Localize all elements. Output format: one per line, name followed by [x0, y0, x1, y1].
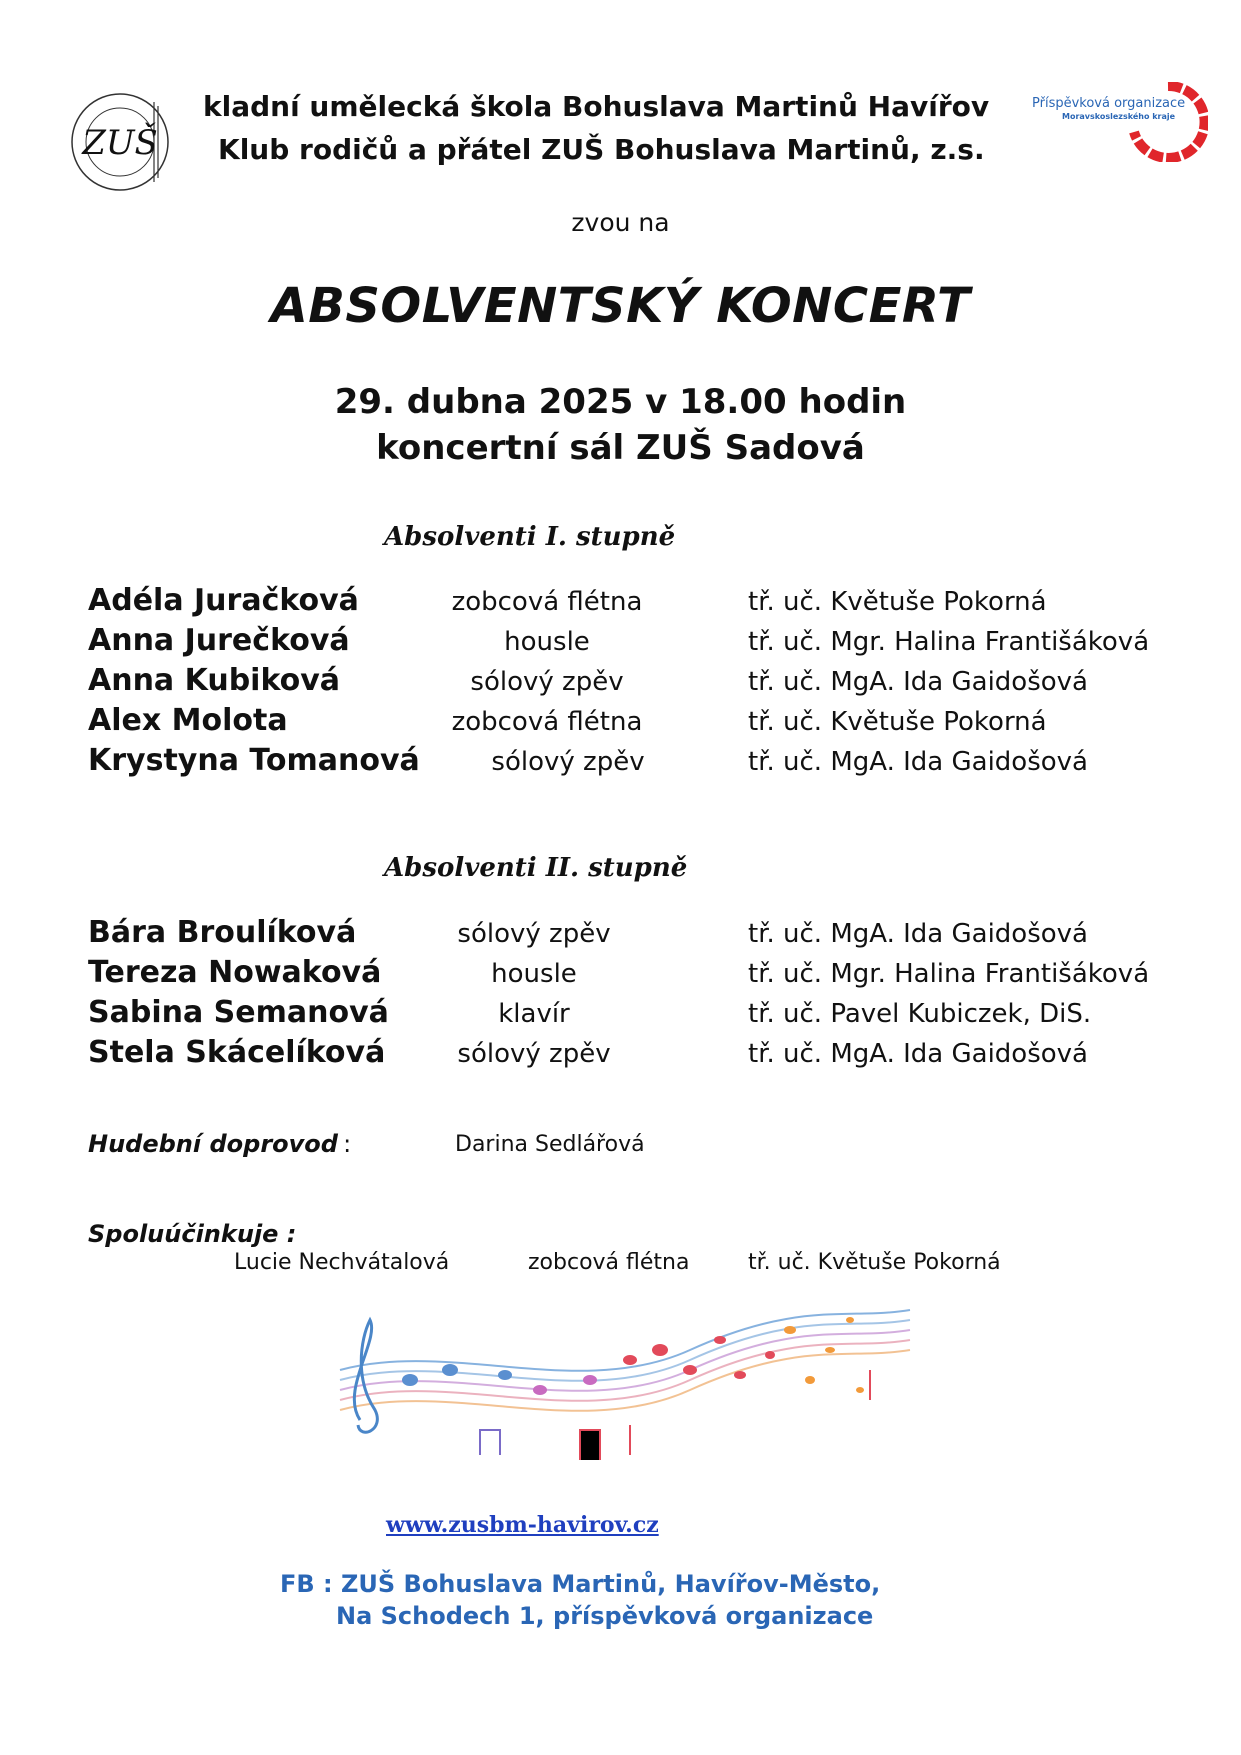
section2-heading: Absolventi II. stupně	[384, 853, 688, 883]
accompaniment-name: Darina Sedlářová	[455, 1132, 645, 1157]
event-date: 29. dubna 2025 v 18.00 hodin	[334, 382, 907, 422]
performer-instrument: sólový zpěv	[457, 1039, 611, 1069]
region-logo	[1032, 82, 1222, 160]
performer-teacher: tř. uč. MgA. Ida Gaidošová	[748, 919, 1088, 949]
facebook-line-2: Na Schodech 1, příspěvková organizace	[336, 1602, 874, 1630]
performer-instrument: zobcová flétna	[451, 587, 643, 617]
website-link[interactable]: www.zusbm-havirov.cz	[386, 1512, 659, 1538]
region-logo-line2: Moravskoslezského kraje	[1062, 112, 1176, 121]
performer-teacher: tř. uč. Květuše Pokorná	[748, 587, 1047, 617]
performer-teacher: tř. uč. MgA. Ida Gaidošová	[748, 747, 1088, 777]
performer-instrument: klavír	[498, 999, 570, 1029]
logo-left-text: ZUŠ	[82, 123, 158, 163]
performer-name: Sabina Semanová	[88, 995, 389, 1030]
performer-name: Anna Jurečková	[88, 623, 350, 658]
performer-instrument: housle	[504, 627, 590, 657]
performer-teacher: tř. uč. MgA. Ida Gaidošová	[748, 1039, 1088, 1069]
event-title: ABSOLVENTSKÝ KONCERT	[270, 278, 971, 334]
performer-instrument: sólový zpěv	[491, 747, 645, 777]
performer-name: Stela Skácelíková	[88, 1035, 386, 1070]
accompaniment-colon: :	[343, 1130, 352, 1158]
performer-name: Krystyna Tomanová	[88, 743, 420, 778]
school-logo	[62, 82, 182, 202]
guest-teacher: tř. uč. Květuše Pokorná	[748, 1250, 1001, 1275]
performer-name: Alex Molota	[88, 703, 288, 738]
facebook-line-1: FB : ZUŠ Bohuslava Martinů, Havířov-Město,	[280, 1570, 881, 1598]
performer-teacher: tř. uč. Pavel Kubiczek, DiS.	[748, 999, 1092, 1029]
performer-teacher: tř. uč. Květuše Pokorná	[748, 707, 1047, 737]
guest-instrument: zobcová flétna	[528, 1250, 690, 1275]
music-notes-illustration	[330, 1280, 920, 1490]
region-ring-icon	[1128, 82, 1208, 162]
guest-name: Lucie Nechvátalová	[234, 1250, 450, 1275]
performer-instrument: sólový zpěv	[457, 919, 611, 949]
accompaniment-label: Hudební doprovod	[88, 1130, 338, 1158]
performer-teacher: tř. uč. Mgr. Halina Františáková	[748, 627, 1150, 657]
performer-instrument: housle	[491, 959, 577, 989]
performer-teacher: tř. uč. MgA. Ida Gaidošová	[748, 667, 1088, 697]
region-logo-line1: Příspěvková organizace	[1032, 96, 1186, 111]
invite-text: zvou na	[571, 208, 670, 237]
header-line-2: Klub rodičů a přátel ZUŠ Bohuslava Martinů, z.s.	[218, 133, 985, 166]
section1-heading: Absolventi I. stupně	[384, 522, 676, 552]
treble-clef-icon	[354, 1320, 377, 1432]
accompaniment-label-row	[88, 1130, 351, 1158]
guest-label: Spoluúčinkuje :	[88, 1220, 297, 1248]
event-venue: koncertní sál ZUŠ Sadová	[376, 428, 865, 468]
performer-teacher: tř. uč. Mgr. Halina Františáková	[748, 959, 1150, 989]
performer-instrument: sólový zpěv	[470, 667, 624, 697]
performer-name: Bára Broulíková	[88, 915, 357, 950]
header-line-1: kladní umělecká škola Bohuslava Martinů Havířov	[203, 90, 990, 123]
performer-name: Anna Kubiková	[88, 663, 341, 698]
performer-instrument: zobcová flétna	[451, 707, 643, 737]
performer-name: Tereza Nowaková	[88, 955, 382, 990]
performer-name: Adéla Juračková	[88, 583, 359, 618]
